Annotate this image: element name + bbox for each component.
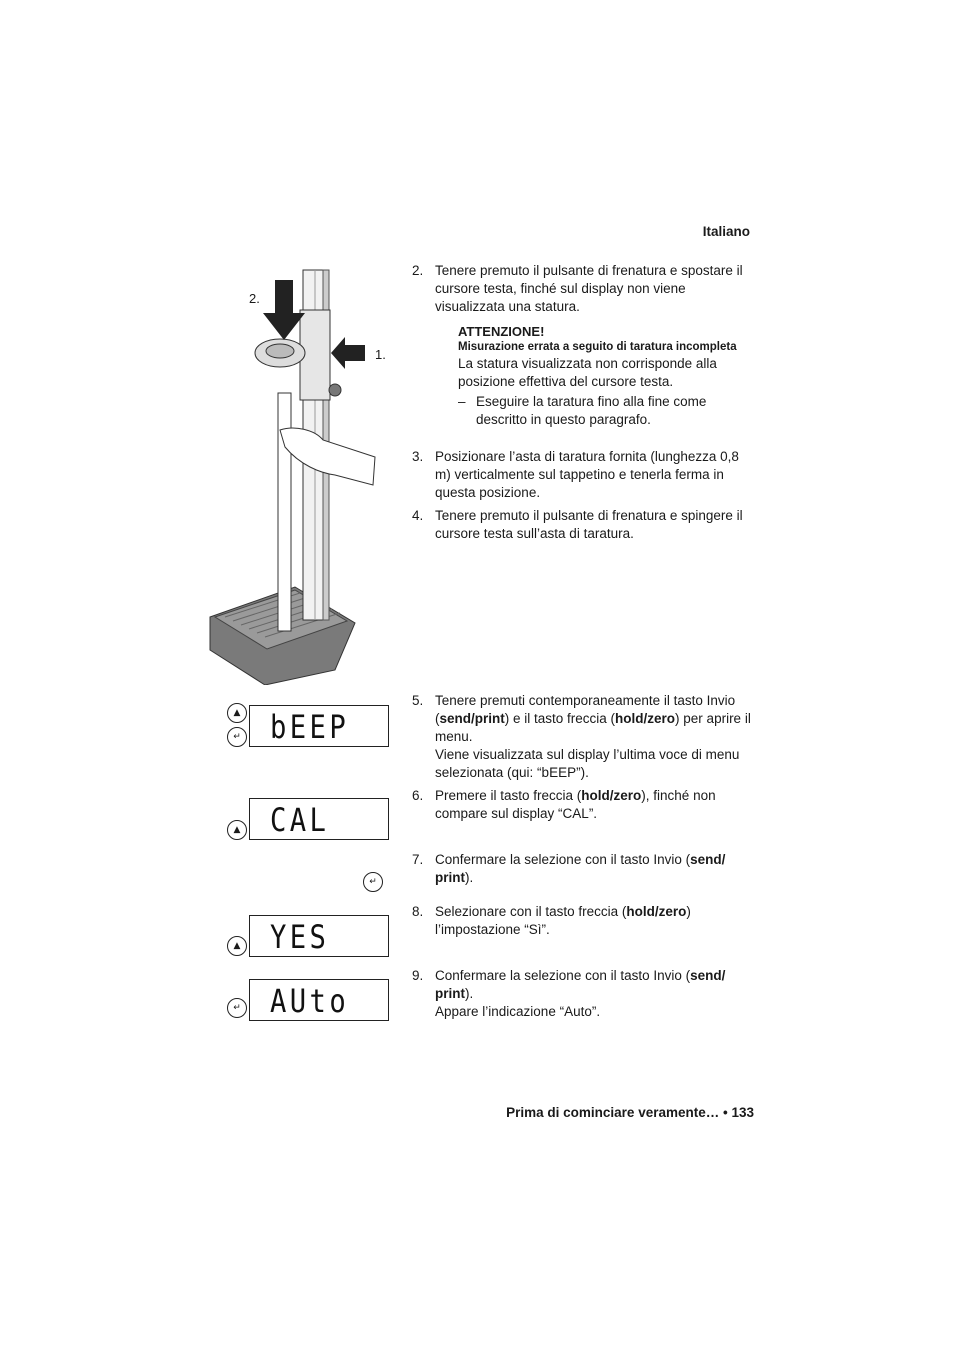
illustration-label-2: 2. [249, 291, 260, 306]
warning-block [458, 324, 758, 429]
step-number: 5. [412, 693, 424, 708]
step-number: 7. [412, 852, 424, 867]
step-text: Posizionare l’asta di taratura fornita (lunghezza 0,8 m) verticalmente sul tappetino e tenerla ferma in questa posizione. [435, 449, 739, 500]
stadiometer-illustration [205, 265, 385, 685]
lcd-display-auto [249, 979, 389, 1021]
lcd-text: bEEP [270, 708, 350, 746]
step-text: Selezionare con il tasto freccia (hold/zero) l’impostazione “Sì”. [435, 904, 691, 937]
illustration-label-1: 1. [375, 347, 386, 362]
step-4 [412, 507, 757, 547]
step-7 [412, 851, 757, 891]
step-number: 9. [412, 968, 424, 983]
warning-subtitle: Misurazione errata a seguito di taratura incompleta [458, 341, 737, 353]
up-arrow-key-icon: ▲ [227, 703, 247, 723]
lcd-text: AUto [270, 982, 350, 1020]
step-9 [412, 967, 757, 1023]
step-number: 8. [412, 904, 424, 919]
warning-title: ATTENZIONE! [458, 324, 545, 339]
step-text: Tenere premuto il pulsante di frenatura e spostare il cursore testa, finché sul display non viene visualizzata una statura. [435, 263, 743, 314]
up-arrow-key-icon: ▲ [227, 936, 247, 956]
warning-bullet: – Eseguire la taratura fino alla fine come descritto in questo paragrafo. [458, 394, 707, 427]
lcd-text: CAL [270, 801, 330, 839]
step-text: Confermare la selezione con il tasto Invio (send/ print). [435, 852, 726, 885]
lcd-display-cal [249, 798, 389, 840]
step-number: 4. [412, 508, 424, 523]
up-arrow-key-icon: ▲ [227, 820, 247, 840]
step-6 [412, 787, 757, 827]
step-text: Tenere premuto il pulsante di frenatura e spingere il cursore testa sull’asta di taratura. [435, 508, 743, 541]
enter-key-icon: ↵ [363, 872, 383, 892]
page-footer: Prima di cominciare veramente… • 133 [506, 1105, 754, 1120]
step-text: Confermare la selezione con il tasto Invio (send/ print). Appare l’indicazione “Auto”. [435, 968, 726, 1019]
lcd-display-yes [249, 915, 389, 957]
step-3 [412, 448, 757, 504]
lcd-display-beep [249, 705, 389, 747]
lcd-text: YES [270, 918, 330, 956]
step-number: 2. [412, 263, 424, 278]
step-2 [412, 262, 757, 318]
enter-key-icon: ↵ [227, 998, 247, 1018]
step-text: Premere il tasto freccia (hold/zero), finché non compare sul display “CAL”. [435, 788, 716, 821]
enter-key-icon: ↵ [227, 727, 247, 747]
step-8 [412, 903, 757, 943]
step-number: 6. [412, 788, 424, 803]
language-header: Italiano [702, 224, 750, 239]
step-5 [412, 692, 757, 784]
step-number: 3. [412, 449, 424, 464]
warning-bullet-text: Eseguire la taratura fino alla fine come descritto in questo paragrafo. [476, 394, 707, 427]
warning-body: La statura visualizzata non corrisponde alla posizione effettiva del cursore testa. [458, 356, 717, 389]
step-text: Tenere premuti contemporaneamente il tasto Invio (send/print) e il tasto freccia (hold/zero) per aprire il menu. Viene visualizzata sul display l’ultima voce di menu selezionata (qui: “bEEP”). [435, 693, 751, 780]
